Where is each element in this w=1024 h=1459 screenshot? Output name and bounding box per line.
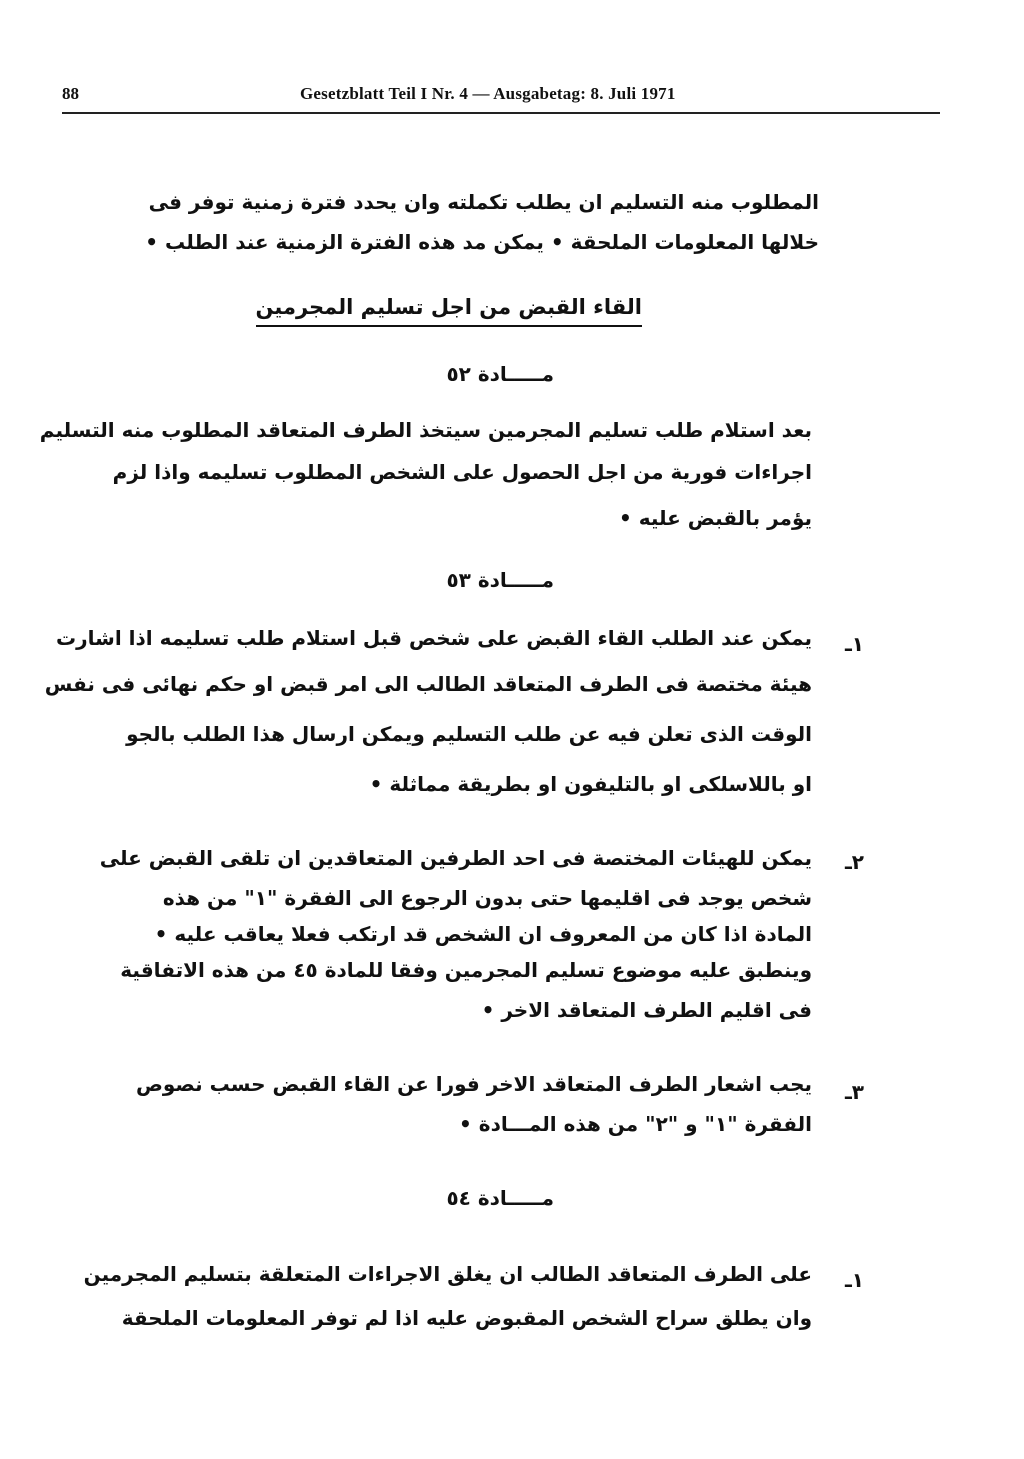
- article-line: اجراءات فورية من اجل الحصول على الشخص المطلوب تسليمه واذا لزم: [112, 460, 812, 484]
- section-heading: القاء القبض من اجل تسليم المجرمين: [256, 295, 642, 327]
- item-line: الوقت الذى تعلن فيه عن طلب التسليم ويمكن ارسال هذا الطلب بالجو: [126, 722, 812, 746]
- intro-line: خلالها المعلومات الملحقة • يمكن مد هذه الفترة الزمنية عند الطلب •: [145, 230, 819, 254]
- item-line: شخص يوجد فى اقليمها حتى بدون الرجوع الى الفقرة "١" من هذه: [162, 886, 812, 910]
- item-line: وان يطلق سراح الشخص المقبوض عليه اذا لم توفر المعلومات الملحقة: [121, 1306, 812, 1330]
- item-line: يمكن للهيئات المختصة فى احد الطرفين المتعاقدين ان تلقى القبض على: [99, 846, 812, 870]
- item-line: على الطرف المتعاقد الطالب ان يغلق الاجراءات المتعلقة بتسليم المجرمين: [83, 1262, 812, 1286]
- item-line: المادة اذا كان من المعروف ان الشخص قد ارتكب فعلا يعاقب عليه •: [154, 922, 812, 946]
- item-line: او باللاسلكى او بالتليفون او بطريقة مماثلة •: [369, 772, 812, 796]
- header-rule: [62, 112, 940, 114]
- item-line: يمكن عند الطلب القاء القبض على شخص قبل استلام طلب تسليمه اذا اشارت: [56, 626, 812, 650]
- item-number: ١ـ: [844, 632, 864, 656]
- running-head: Gesetzblatt Teil I Nr. 4 — Ausgabetag: 8. Juli 1971: [300, 84, 676, 103]
- item-line: هيئة مختصة فى الطرف المتعاقد الطالب الى امر قبض او حكم نهائى فى نفس: [44, 672, 812, 696]
- article-title: مـــــادة ٥٤: [446, 1186, 554, 1210]
- item-line: يجب اشعار الطرف المتعاقد الاخر فورا عن القاء القبض حسب نصوص: [135, 1072, 812, 1096]
- article-line: بعد استلام طلب تسليم المجرمين سيتخذ الطرف المتعاقد المطلوب منه التسليم: [39, 418, 812, 442]
- intro-line: المطلوب منه التسليم ان يطلب تكملته وان يحدد فترة زمنية توفر فى: [148, 190, 819, 214]
- item-number: ٣ـ: [844, 1080, 864, 1104]
- article-title: مـــــادة ٥٢: [446, 362, 554, 386]
- article-line: يؤمر بالقبض عليه •: [618, 506, 812, 530]
- page-number: 88: [62, 84, 79, 103]
- item-line: وينطبق عليه موضوع تسليم المجرمين وفقا للمادة ٤٥ من هذه الاتفاقية: [120, 958, 812, 982]
- item-line: فى اقليم الطرف المتعاقد الاخر •: [481, 998, 812, 1022]
- item-line: الفقرة "١" و "٢" من هذه المـــادة •: [459, 1112, 812, 1136]
- article-title: مـــــادة ٥٣: [446, 568, 554, 592]
- item-number: ١ـ: [844, 1268, 864, 1292]
- item-number: ٢ـ: [844, 850, 864, 874]
